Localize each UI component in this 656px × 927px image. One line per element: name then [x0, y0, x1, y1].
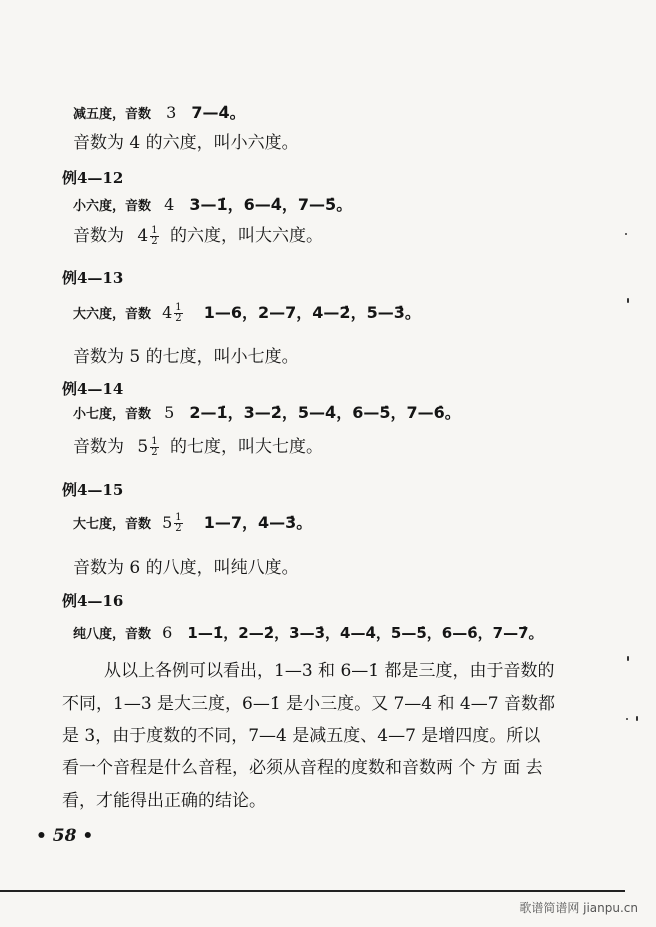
scan-speck	[625, 233, 627, 235]
fraction-half	[150, 226, 158, 247]
example-heading: 例4—14	[62, 380, 124, 398]
fraction-denominator: 2	[175, 523, 182, 534]
text-perfect-octave: 音数为 6 的八度，叫纯八度。	[73, 558, 299, 578]
interval-label: 小七度，音数	[73, 407, 152, 422]
line-diminished-fifth	[73, 100, 246, 123]
scan-speck	[636, 716, 638, 721]
note-pairs: 3—1̇，6—4̇，7—5̇。	[189, 195, 353, 214]
semitone-count: 4	[162, 303, 173, 322]
fraction-denominator: 2	[151, 236, 158, 247]
semitone-count: 5	[162, 513, 173, 532]
fraction-denominator: 2	[175, 313, 182, 324]
paragraph-line-2: 不同，1—3 是大三度，6—1̇ 是小三度。又 7—4̇ 和 4—7 音数都	[62, 694, 555, 714]
text-minor-seventh: 音数为 5 的七度，叫小七度。	[73, 347, 299, 367]
page-number: • 58 •	[36, 826, 94, 846]
text-suffix: 的六度，叫大六度。	[170, 226, 324, 246]
line-perfect-octave	[73, 622, 544, 643]
interval-label: 纯八度，音数	[73, 627, 152, 642]
fraction-numerator: 1	[175, 302, 182, 313]
line-major-seventh	[73, 510, 312, 534]
example-heading: 例4—15	[62, 481, 124, 499]
note-pairs: 1—1̇，2—2̇，3—3̇，4—4̇，5—5̇，6—6̇，7—7̇。	[187, 624, 544, 642]
note-pairs: 1—6，2—7，4—2̇，5—3̇。	[203, 303, 421, 322]
example-heading: 例4—12	[62, 169, 124, 187]
interval-label: 大七度，音数	[73, 517, 152, 532]
text-prefix: 音数为	[73, 437, 124, 457]
text-major-sixth	[73, 221, 323, 247]
watermark: 歌谱简谱网 jianpu.cn	[519, 901, 638, 915]
interval-label: 小六度，音数	[73, 199, 152, 214]
line-minor-seventh	[73, 400, 461, 423]
paragraph-line-5: 看，才能得出正确的结论。	[62, 791, 266, 811]
example-heading: 例4—13	[62, 269, 124, 287]
semitone-count: 5	[137, 437, 149, 457]
paragraph-line-3: 是 3，由于度数的不同，7—4̇ 是减五度、4—7 是增四度。所以	[62, 726, 541, 746]
semitone-count: 6	[162, 623, 173, 642]
note-pairs: 7—4̇。	[191, 103, 246, 122]
note-pairs: 2—1̇，3—2̇，5—4̇，6—5̇，7—6̇。	[189, 403, 461, 422]
text-suffix: 的七度，叫大七度。	[170, 437, 324, 457]
text-prefix: 音数为	[73, 226, 124, 246]
scan-speck	[626, 718, 628, 720]
fraction-numerator: 1	[151, 436, 158, 447]
scan-speck	[627, 656, 629, 661]
text-major-seventh	[73, 432, 323, 458]
paragraph-line-4: 看一个音程是什么音程，必须从音程的度数和音数两 个 方 面 去	[62, 758, 543, 778]
paragraph-line-1: 从以上各例可以看出，1—3 和 6—1̇ 都是三度，由于音数的	[104, 661, 555, 681]
fraction-half	[150, 437, 158, 458]
fraction-numerator: 1	[151, 225, 158, 236]
semitone-count: 4	[164, 195, 175, 214]
fraction-half	[174, 303, 182, 324]
fraction-half	[174, 513, 182, 534]
scan-speck	[627, 298, 629, 303]
semitone-count: 3	[166, 103, 177, 122]
semitone-count: 5	[164, 403, 175, 422]
note-pairs: 1—7，4—3̇。	[203, 513, 313, 532]
interval-label: 大六度，音数	[73, 307, 152, 322]
interval-label: 减五度，音数	[73, 107, 152, 122]
line-minor-sixth	[73, 192, 352, 215]
line-major-sixth	[73, 300, 421, 324]
semitone-count: 4	[137, 226, 149, 246]
example-heading: 例4—16	[62, 592, 124, 610]
bottom-rule	[0, 890, 625, 892]
text-minor-sixth: 音数为 4 的六度，叫小六度。	[73, 133, 299, 153]
fraction-numerator: 1	[175, 512, 182, 523]
fraction-denominator: 2	[151, 447, 158, 458]
